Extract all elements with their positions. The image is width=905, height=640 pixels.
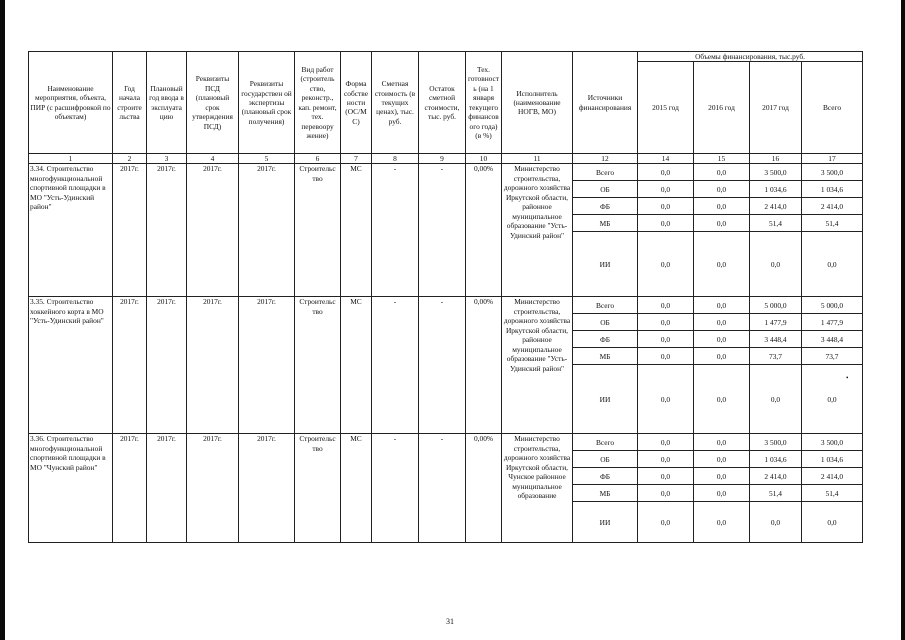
col-number: 5 [239,154,295,164]
value-2015: 0,0 [638,331,694,348]
value-total: 3 448,4 [802,331,863,348]
value-total: 3 500,0 [802,164,863,181]
project-expertise: 2017г. [239,164,295,297]
value-2016: 0,0 [694,314,750,331]
value-2017: 1 477,9 [750,314,802,331]
value-2015: 0,0 [638,297,694,314]
project-work-type: Строительс тво [295,297,341,434]
source-mb: МБ [573,485,638,502]
project-work-type: Строительс тво [295,164,341,297]
header-remaining: Остаток сметной стоимости, тыс. руб. [419,52,466,154]
project-start-year: 2017г. [113,164,147,297]
source-ob: ОБ [573,451,638,468]
value-2015: 0,0 [638,232,694,297]
project-readiness: 0,00% [466,164,502,297]
scan-edge-right [901,0,905,640]
value-2016: 0,0 [694,502,750,543]
value-2016: 0,0 [694,348,750,365]
value-2017: 0,0 [750,365,802,434]
value-total: 0,0 [802,232,863,297]
col-number: 8 [372,154,419,164]
header-psd: Реквизиты ПСД (плановый срок утверждения ПСД) [187,52,239,154]
col-number: 4 [187,154,239,164]
project-expertise: 2017г. [239,434,295,543]
value-2016: 0,0 [694,468,750,485]
value-2016: 0,0 [694,434,750,451]
project-ownership: МС [341,434,372,543]
project-ownership: МС [341,297,372,434]
value-2017: 0,0 [750,502,802,543]
header-readiness: Тех. готовност ь (на 1 января текущего финансов ого года) (в %) [466,52,502,154]
project-psd: 2017г. [187,297,239,434]
header-sources: Источники финансирования [573,52,638,154]
source-ii: ИИ [573,365,638,434]
scan-dot-mark: • [846,374,849,382]
scan-edge-left [0,0,5,640]
value-2015: 0,0 [638,164,694,181]
source-mb: МБ [573,348,638,365]
value-2015: 0,0 [638,485,694,502]
project-executor: Министерство строительства, дорожного хозяйства Иркутской области, районное муниципальное образование "Усть-Удинский район" [502,297,573,434]
value-2017: 51,4 [750,485,802,502]
value-2016: 0,0 [694,232,750,297]
value-total: 51,4 [802,485,863,502]
project-estimate: - [372,164,419,297]
source-ob: ОБ [573,181,638,198]
value-total: 0,0 [802,502,863,543]
project-remaining: - [419,297,466,434]
value-2017: 0,0 [750,232,802,297]
col-number: 7 [341,154,372,164]
source-fb: ФБ [573,198,638,215]
value-2015: 0,0 [638,365,694,434]
header-year-2016: 2016 год [694,62,750,154]
col-number: 10 [466,154,502,164]
project-start-year: 2017г. [113,297,147,434]
project-remaining: - [419,164,466,297]
value-2017: 3 500,0 [750,434,802,451]
col-number: 3 [147,154,187,164]
project-remaining: - [419,434,466,543]
col-number: 12 [573,154,638,164]
source-fb: ФБ [573,468,638,485]
header-commission-year: Плановый год ввода в эксплуата цию [147,52,187,154]
value-2017: 3 448,4 [750,331,802,348]
col-number: 15 [694,154,750,164]
value-2015: 0,0 [638,502,694,543]
project-name: 3.34. Строительство многофункциональной спортивной площадки в МО "Усть-Удинский район" [29,164,113,297]
value-2015: 0,0 [638,181,694,198]
header-year-2017: 2017 год [750,62,802,154]
header-estimate: Сметная стоимость (в текущих ценах), тыс. руб. [372,52,419,154]
value-total: 2 414,0 [802,468,863,485]
project-estimate: - [372,434,419,543]
project-ownership: МС [341,164,372,297]
project-start-year: 2017г. [113,434,147,543]
value-total: 73,7 [802,348,863,365]
col-number: 1 [29,154,113,164]
value-2016: 0,0 [694,198,750,215]
project-work-type: Строительс тво [295,434,341,543]
source-ob: ОБ [573,314,638,331]
col-number: 14 [638,154,694,164]
project-3-36 [29,434,863,543]
source-total: Всего [573,434,638,451]
header-start-year: Год начала строите льства [113,52,147,154]
value-2017: 73,7 [750,348,802,365]
project-psd: 2017г. [187,164,239,297]
value-2016: 0,0 [694,215,750,232]
value-2017: 51,4 [750,215,802,232]
financing-table [28,51,863,543]
value-2015: 0,0 [638,434,694,451]
source-fb: ФБ [573,331,638,348]
project-commission-year: 2017г. [147,434,187,543]
header-work-type: Вид работ (строитель ство, реконстр., кап. ремонт, тех. перевоору жение) [295,52,341,154]
table-header [29,52,863,164]
project-expertise: 2017г. [239,297,295,434]
header-total: Всего [802,62,863,154]
project-name: 3.36. Строительство многофункциональной спортивной площадки в МО "Чунский район" [29,434,113,543]
value-total: 51,4 [802,215,863,232]
page-number: 31 [446,617,454,626]
value-total: 1 034,6 [802,451,863,468]
value-total: 5 000,0 [802,297,863,314]
col-number: 11 [502,154,573,164]
header-year-2015: 2015 год [638,62,694,154]
value-total: 2 414,0 [802,198,863,215]
header-name: Наименование мероприятия, объекта, ПИР (с расшифровкой по объектам) [29,52,113,154]
project-3-35 [29,297,863,434]
project-executor: Министерство строительства, дорожного хозяйства Иркутской области, Чунское районное муниципальное образование [502,434,573,543]
header-ownership: Форма собстве ности (ОС/М С) [341,52,372,154]
value-total: 1 477,9 [802,314,863,331]
value-2015: 0,0 [638,468,694,485]
project-name: 3.35. Строительство хоккейного корта в МО "Усть-Удинский район" [29,297,113,434]
value-2015: 0,0 [638,348,694,365]
project-3-34 [29,164,863,297]
value-2016: 0,0 [694,365,750,434]
value-2017: 5 000,0 [750,297,802,314]
value-2015: 0,0 [638,215,694,232]
value-2016: 0,0 [694,485,750,502]
col-number: 16 [750,154,802,164]
value-2017: 3 500,0 [750,164,802,181]
project-psd: 2017г. [187,434,239,543]
value-2017: 2 414,0 [750,198,802,215]
value-total: 3 500,0 [802,434,863,451]
source-mb: МБ [573,215,638,232]
value-total: 0,0 [802,365,863,434]
col-number: 2 [113,154,147,164]
value-2017: 1 034,6 [750,181,802,198]
value-2017: 1 034,6 [750,451,802,468]
value-2015: 0,0 [638,314,694,331]
value-2016: 0,0 [694,164,750,181]
header-expertise: Реквизиты государствен ой экспертизы (плановый срок получения) [239,52,295,154]
source-total: Всего [573,297,638,314]
value-2015: 0,0 [638,198,694,215]
value-2016: 0,0 [694,297,750,314]
header-executor: Исполнитель (наименование НОГВ, МО) [502,52,573,154]
value-2016: 0,0 [694,331,750,348]
header-funding-group: Объемы финансирования, тыс.руб. [638,52,863,62]
value-2016: 0,0 [694,181,750,198]
project-estimate: - [372,297,419,434]
col-number: 9 [419,154,466,164]
value-2016: 0,0 [694,451,750,468]
source-ii: ИИ [573,502,638,543]
value-total: 1 034,6 [802,181,863,198]
source-ii: ИИ [573,232,638,297]
project-commission-year: 2017г. [147,164,187,297]
project-executor: Министерство строительства, дорожного хозяйства Иркутской области, районное муниципальное образование "Усть-Удинский район" [502,164,573,297]
value-2017: 2 414,0 [750,468,802,485]
value-2015: 0,0 [638,451,694,468]
col-number: 17 [802,154,863,164]
col-number: 6 [295,154,341,164]
project-commission-year: 2017г. [147,297,187,434]
source-total: Всего [573,164,638,181]
project-readiness: 0,00% [466,297,502,434]
project-readiness: 0,00% [466,434,502,543]
